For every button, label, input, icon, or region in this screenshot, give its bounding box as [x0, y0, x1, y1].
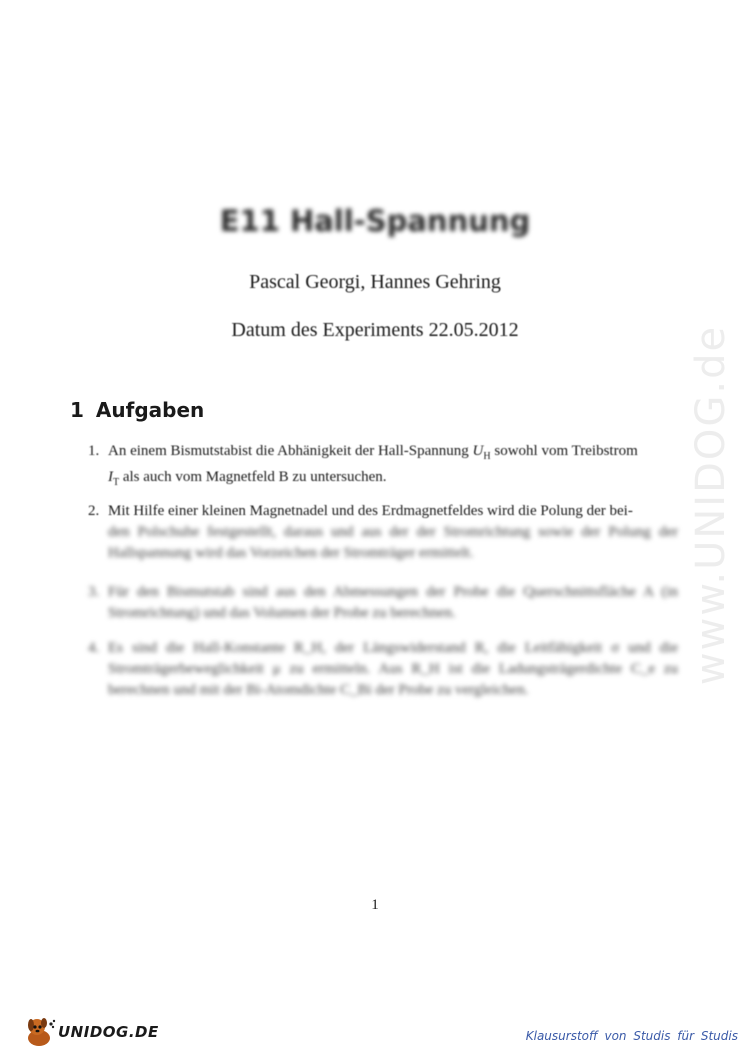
task-number: 2. [88, 503, 100, 519]
logo-text: UNIDOG.DE [58, 1023, 159, 1041]
task-number: 4. [88, 640, 100, 656]
symbol-i: I [108, 469, 113, 485]
symbol-u: U [472, 443, 484, 459]
dog-logo-icon [22, 1016, 56, 1048]
symbol-u-sub: H [483, 451, 491, 462]
task-item-3 [88, 582, 678, 624]
task-text-blurred: Es sind die Hall-Konstante R_H, der Längswiderstand R, die Leitfähigkeit σ und die Stromträgerbeweglichkeit μ zu ermitteln. Aus R_H ist die Ladungsträgerdichte C_e zu berechnen und mit der Bi-Atomdichte C_Bi der Probe zu vergleichen. [108, 640, 678, 698]
task-text: sowohl vom Treibstrom [494, 443, 638, 459]
watermark: www.UNIDOG.de [688, 324, 734, 686]
task-text-blurred: Für den Bismutstab sind aus den Abmessungen der Probe die Querschnittsfläche A (in Stromrichtung) und das Volumen der Probe zu berechnen. [108, 584, 678, 621]
section-number: 1 [70, 398, 84, 422]
task-item-2 [88, 501, 678, 564]
task-text-blurred: den Polschuhe festgestellt, daraus und aus der der Stromrichtung sowie der Polung der Hallspannung wird das Vorzeichen der Stromträger ermittelt. [108, 524, 678, 561]
page-number: 1 [371, 897, 379, 913]
task-number: 3. [88, 584, 100, 600]
task-number: 1. [88, 443, 100, 459]
experiment-date: Datum des Experiments 22.05.2012 [231, 319, 519, 341]
footer-tagline: Klausurstoff von Studis für Studis [525, 1029, 738, 1043]
task-text: als auch vom Magnetfeld B zu untersuchen. [122, 469, 387, 485]
authors: Pascal Georgi, Hannes Gehring [249, 271, 501, 293]
section-heading [70, 398, 204, 422]
task-item-4 [88, 638, 678, 701]
symbol-i-sub: T [113, 477, 120, 488]
task-text: An einem Bismutstabist die Abhänigkeit der Hall-Spannung [108, 443, 469, 459]
section-title: Aufgaben [95, 398, 205, 422]
document-title: E11 Hall-Spannung [219, 204, 531, 238]
unidog-logo[interactable] [22, 1016, 159, 1048]
task-item-1 [88, 441, 678, 493]
task-text: Mit Hilfe einer kleinen Magnetnadel und des Erdmagnetfeldes wird die Polung der bei- [108, 503, 633, 519]
